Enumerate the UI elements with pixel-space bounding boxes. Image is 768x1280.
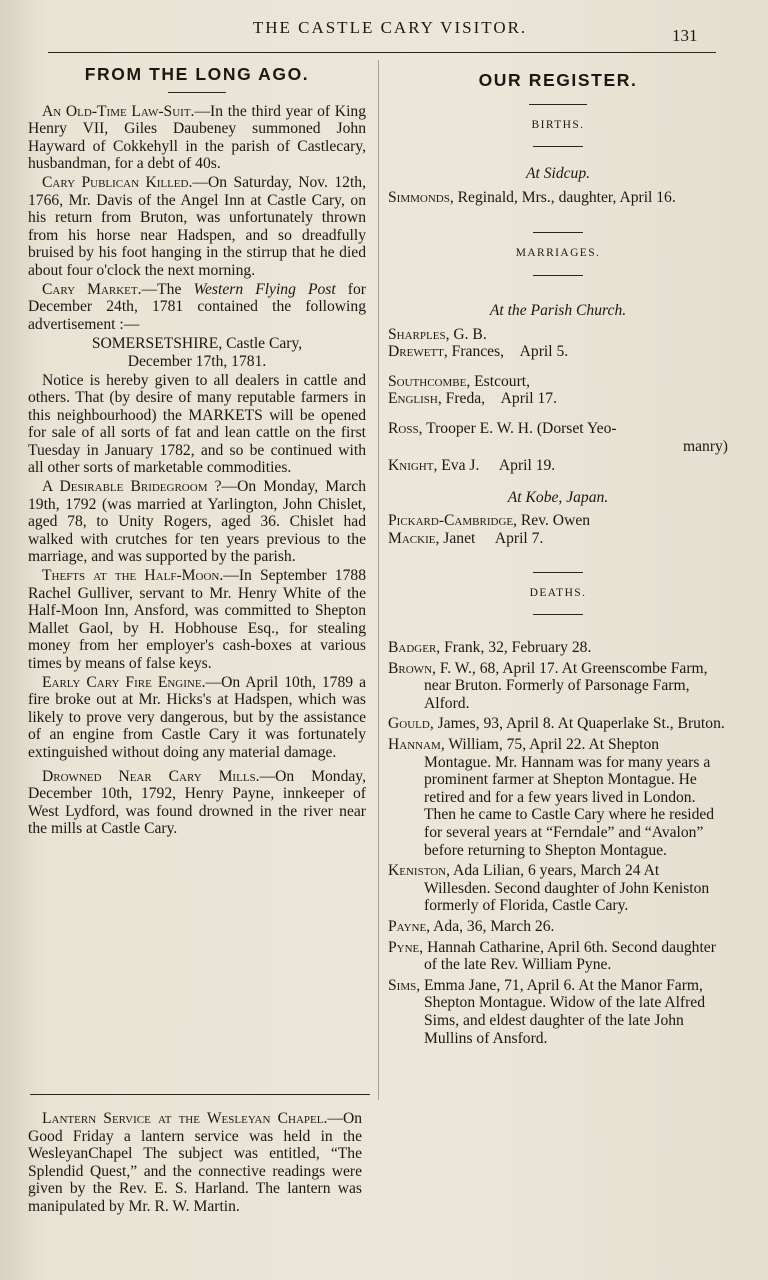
article-text: —On Saturday, Nov. 12th, 1766, Mr. Davis of the Angel Inn at Castle Cary, on his return from Bruton, was unfortunately thrown from his horse near Hadspen, and so dreadfully bruised by his foot hanging in the stirrup that he died about four o'clock the next morning. [28, 173, 366, 279]
entry-name: Gould [388, 715, 430, 733]
deaths-rule [533, 614, 583, 615]
article-text: —In September 1788 Rachel Gulliver, servant to Mr. Henry White of the Half-Moon Inn, Ansford, was committed to Shepton Mallet Gaol, by H. Hobhouse Esq., for stealing money from her employer's cash-boxes at various times by means of false keys. [28, 567, 366, 672]
section-title-register: OUR REGISTER. [478, 70, 638, 90]
title-rule [529, 104, 587, 105]
title-rule [168, 92, 226, 93]
marriages-rule [533, 275, 583, 276]
deaths-rule-top [533, 572, 583, 573]
entry-date: April 5. [519, 343, 569, 361]
article-fire-engine [28, 674, 366, 762]
entry-text: , Ada, 36, March 26. [426, 918, 555, 935]
newspaper-title: Western Flying Post [193, 280, 336, 298]
entry-name: Badger [388, 639, 437, 657]
entry-name: Keniston [388, 862, 447, 880]
article-heading: Cary Publican Killed. [42, 173, 193, 191]
births-label: BIRTHS. [531, 118, 585, 131]
entry-text: , F. W., 68, April 17. At Greenscombe Farm, near Bruton. Formerly of Parsonage Farm, Alford. [424, 659, 708, 712]
entry-text: , Frances, [443, 343, 505, 361]
entry-date: April 7. [494, 529, 544, 547]
advert-notice: Notice is hereby given to all dealers in cattle and others. That (by desire of many reputable farmers in this neighbourhood) the MARKETS will be opened for sale of all sorts of fat and lean cattle on the first Tuesday in January 1782, and so be continued with all other sorts of marketable commodities. [28, 371, 366, 477]
entry-text: , Rev. Owen [513, 512, 591, 530]
death-entry [388, 736, 728, 859]
entry-text: , Estcourt, [466, 372, 531, 390]
running-title: THE CASTLE CARY VISITOR. [252, 18, 528, 37]
entry-text: , Emma Jane, 71, April 6. At the Manor Farm, Shepton Montague. Widow of the late Alfred Sims, and eldest daughter of the late John Mullins of Ansford. [416, 976, 706, 1047]
entry-text: , Hannah Catharine, April 6th. Second daughter of the late Rev. William Pyne. [419, 938, 716, 974]
ross-continuation: manry) [682, 437, 728, 455]
article-text: —The [141, 280, 194, 298]
death-entry [388, 862, 728, 915]
entry-name: Pickard-Cambridge [388, 512, 514, 530]
article-text: —On April 10th, 1789 a fire broke out at Mr. Hicks's at Hadspen, which was likely to prove very dangerous, but by the assistance of an engine from Castle Cary it was fortunately extinguished without doing any material damage. [28, 673, 366, 761]
marriage-entry [388, 326, 728, 361]
death-entry [388, 660, 728, 713]
births-place: At Sidcup. [525, 165, 591, 183]
article-heading: Thefts at the Half-Moon. [42, 567, 224, 585]
advert-line-2: December 17th, 1781. [127, 352, 267, 370]
death-entry [388, 918, 728, 936]
entry-text: , Trooper E. W. H. (Dorset Yeo- [418, 419, 617, 437]
entry-name: Payne [388, 918, 427, 935]
marriage-entry-ross [388, 420, 728, 438]
article-law-suit [28, 103, 366, 173]
entry-text: , James, 93, April 8. At Quaperlake St., Bruton. [429, 715, 725, 733]
article-heading: Cary Market. [42, 280, 142, 298]
marriages-place-kobe: At Kobe, Japan. [507, 488, 609, 506]
entry-name: Simmonds [388, 188, 450, 206]
entry-name: Sims [388, 976, 417, 994]
left-column [28, 66, 366, 839]
marriage-entry [388, 373, 728, 408]
right-column [388, 66, 728, 1050]
entry-name: Mackie [388, 529, 436, 547]
entry-text: , William, 75, April 22. At Shepton Montague. Mr. Hannam was for many years a prominent farmer at Shepton Montague. He retired and for a few years lived in London. Then he came to Castle Cary where he resided for several years at “Ferndale” and “Avalon” before returning to Shepton Montague. [424, 736, 715, 859]
entry-name: English [388, 390, 438, 408]
header-rule [48, 52, 716, 53]
article-half-moon [28, 567, 366, 673]
article-heading: A Desirable Bridegroom ? [42, 478, 222, 496]
article-drowned [28, 768, 366, 838]
entry-text: , Ada Lilian, 6 years, March 24 At Willesden. Second daughter of John Keniston formerly of Florida, Castle Cary. [424, 862, 710, 915]
entry-name: Pyne [388, 938, 420, 956]
entry-name: Brown [388, 659, 433, 677]
article-heading: Lantern Service at the Wesleyan Chapel. [42, 1110, 328, 1127]
article-bridegroom [28, 478, 366, 566]
birth-entry [388, 189, 728, 207]
entry-name: Southcombe [388, 372, 467, 390]
entry-text: , Janet [435, 529, 476, 547]
marriages-place-parish: At the Parish Church. [489, 301, 627, 319]
death-entry [388, 639, 728, 657]
marriages-rule-top [533, 232, 583, 233]
entry-text: , Frank, 32, February 28. [436, 639, 592, 657]
page-number: 131 [672, 26, 698, 45]
entry-date: April 17. [500, 390, 557, 408]
advert-line-1: SOMERSETSHIRE, Castle Cary, [91, 335, 303, 353]
entry-name: Ross [388, 419, 419, 437]
article-lantern [28, 1110, 362, 1216]
column-divider [378, 60, 379, 1100]
marriages-label: MARRIAGES. [515, 247, 601, 260]
article-text: —On Monday, December 10th, 1792, Henry Payne, innkeeper of West Lydford, was found drowned in the river near the mills at Castle Cary. [28, 767, 366, 838]
marriage-entry-knight [388, 457, 728, 475]
entry-date: April 19. [498, 457, 556, 475]
death-entry [388, 977, 728, 1047]
article-heading: An Old-Time Law-Suit. [42, 102, 195, 120]
article-text: for December 24th, 1781 contained the following advertisement :— [28, 280, 366, 333]
advert-heading [28, 335, 366, 370]
section-title-long-ago: FROM THE LONG AGO. [84, 64, 310, 84]
article-text: —On Monday, March 19th, 1792 (was married at Yarlington, John Chislet, aged 78, to Unity Rogers, aged 36. Chislet had walked with crutches for ten years previous to the marriage, and was supported by the parish. [28, 478, 366, 566]
deaths-label: DEATHS. [529, 586, 587, 599]
article-publican-killed [28, 174, 366, 280]
death-entry [388, 715, 728, 733]
entry-text: , Freda, [437, 390, 486, 408]
entry-name: Drewett [388, 343, 444, 361]
entry-name: Knight [388, 457, 434, 475]
births-rule [533, 146, 583, 147]
article-heading: Drowned Near Cary Mills. [42, 767, 260, 785]
lantern-rule [30, 1094, 370, 1095]
article-text: —In the third year of King Henry VII, Giles Daubeney summoned John Hayward of Cokkehyll in the parish of Castlecary, husbandman, for a debt of 40s. [28, 102, 366, 173]
entry-text: , Reginald, Mrs., daughter, April 16. [449, 188, 676, 206]
entry-name: Hannam [388, 736, 441, 754]
entry-name: Sharples [388, 325, 446, 343]
entry-text: , Eva J. [433, 457, 480, 475]
marriage-entry-kobe [388, 512, 728, 547]
lantern-service-article [28, 1110, 362, 1217]
article-heading: Early Cary Fire Engine. [42, 673, 206, 691]
article-cary-market [28, 281, 366, 334]
death-entry [388, 939, 728, 974]
article-text: —On Good Friday a lantern service was held in the WesleyanChapel The subject was entitled, “The Splendid Quest,” and the connective readings were given by the Rev. E. S. Harland. The lantern was manipulated by Mr. R. W. Martin. [28, 1110, 362, 1215]
entry-text: , G. B. [445, 325, 487, 343]
